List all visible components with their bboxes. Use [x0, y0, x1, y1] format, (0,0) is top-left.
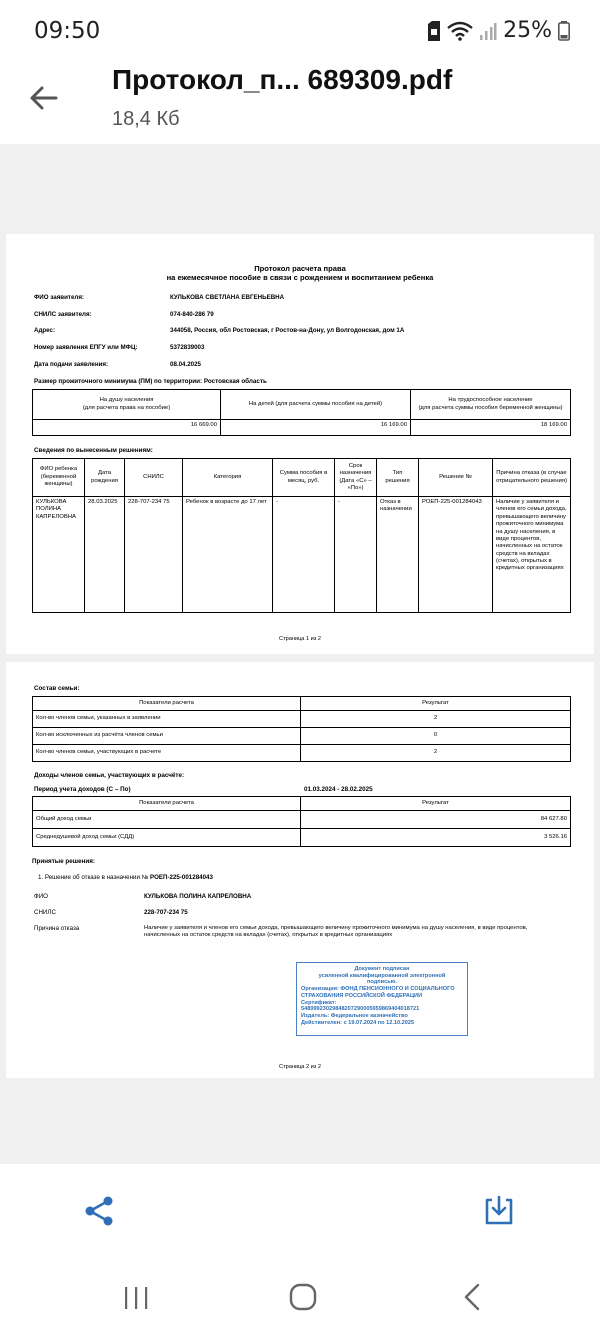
battery-percent: 25%: [503, 18, 552, 43]
decisions-header-5: Срок назначения (Дата «С» – «По»): [335, 459, 377, 497]
doc-title-line2: на ежемесячное пособие в связи с рождением и воспитанием ребенка: [166, 273, 434, 282]
applicant-snils-label: СНИЛС заявителя:: [34, 311, 92, 318]
signature-stamp: Документ подписан усиленной квалифицированной электронной подписью. Организация: ФОНД ПЕНСИОННОГО И СОЦИАЛЬНОГО СТРАХОВАНИЯ РОССИЙСКОЙ ФЕДЕРАЦИИ Сертификат: 5489992302984820729000595986940401872​1 Издатель: Федеральное казначейство Действителен: с 19.07.2024 по 12.10.2025: [296, 962, 468, 1036]
accepted-heading: Принятые решения:: [32, 858, 95, 865]
family-col2-header: Результат: [301, 697, 571, 711]
family-table: [32, 696, 571, 762]
accepted-reason: Наличие у заявителя и членов его семьи дохода, превышающего величину прожиточного минимума на душу населения, в виде процентов, начисленных на остаток средств на вкладах (счетах), открытых в кредитных организациях: [144, 925, 528, 939]
applicant-snils: 074-840-286 79: [170, 311, 214, 318]
application-number-label: Номер заявления ЕПГУ или МФЦ:: [34, 344, 138, 351]
family-row-value: 2: [301, 745, 571, 762]
status-bar: [0, 0, 600, 64]
status-time: 09:50: [34, 18, 101, 44]
arrow-left-icon: [26, 80, 62, 116]
decisions-header-7: Решение №: [419, 459, 493, 497]
pm-heading: Размер прожиточного минимума (ПМ) по территории: Ростовская область: [34, 378, 267, 385]
family-heading: Состав семьи:: [34, 685, 80, 692]
download-button[interactable]: [482, 1194, 516, 1228]
decisions-header-1: Дата рождения: [85, 459, 125, 497]
recent-apps-button[interactable]: [122, 1284, 150, 1312]
pm-col3-header: На трудоспособное население (для расчета суммы пособия беременной женщины): [411, 390, 571, 420]
table-row: [33, 811, 571, 829]
decision-amount: -: [273, 497, 335, 613]
family-row-label: Кол-во членов семьи, участвующих в расчете: [33, 745, 301, 762]
accepted-item-text: 1. Решение об отказе в назначении № РОЕП-225-001284043: [38, 874, 213, 881]
stamp-cert-label: Сертификат:: [301, 999, 337, 1006]
chevron-left-icon: [460, 1282, 484, 1312]
decisions-heading: Сведения по вынесенным решениям:: [34, 447, 153, 454]
pm-col2-header: На детей (для расчета суммы пособия на детей): [221, 390, 411, 420]
income-col2-header: Результат: [301, 797, 571, 811]
income-row-label: Общий доход семьи: [33, 811, 301, 829]
home-button[interactable]: [288, 1282, 318, 1312]
accepted-reason-label: Причина отказа: [34, 925, 80, 932]
decision-period: -: [335, 497, 377, 613]
page-number-2: Страница 2 из 2: [279, 1064, 321, 1070]
application-date: 08.04.2025: [170, 361, 201, 368]
status-icons: [427, 18, 570, 43]
recent-apps-icon: [122, 1284, 150, 1312]
decisions-header-4: Сумма пособия в месяц, руб.: [273, 459, 335, 497]
decision-type: Отказ в назначении: [377, 497, 419, 613]
back-button[interactable]: [26, 80, 62, 116]
stamp-valid: Действителен: с 19.07.2024 по 12.10.2025: [301, 1019, 415, 1026]
decision-number: РОЕП-225-001284043: [419, 497, 493, 613]
accepted-fio: КУЛЬКОВА ПОЛИНА КАПРЕЛОВНА: [144, 893, 252, 900]
family-row-label: Кол-во исключенных из расчёта членов семьи: [33, 728, 301, 745]
accepted-snils-label: СНИЛС: [34, 909, 56, 916]
decisions-header-3: Категория: [183, 459, 273, 497]
decisions-header-2: СНИЛС: [125, 459, 183, 497]
income-period: 01.03.2024 - 28.02.2025: [304, 786, 373, 793]
decision-snils: 228-707-234 75: [125, 497, 183, 613]
app-header: [0, 64, 600, 144]
income-period-label: Период учета доходов (С – По): [34, 786, 131, 793]
signal-icon: [479, 21, 497, 41]
pdf-page-2: [6, 662, 594, 1078]
accepted-snils: 228-707-234 75: [144, 909, 188, 916]
pdf-page-1: [6, 234, 594, 654]
decision-birth-date: 28.03.2025: [85, 497, 125, 613]
income-row-label: Среднедушевой доход семьи (СДД): [33, 829, 301, 847]
family-row-value: 0: [301, 728, 571, 745]
decision-reason: Наличие у заявителя и членов его семьи дохода, превышающего величину прожиточного минимума на душу населения, в виде процентов, начисленных на остаток средств на вкладах (счетах), открытых в кредитных организациях: [493, 497, 571, 613]
family-row-label: Кол-во членов семьи, указанных в заявлении: [33, 711, 301, 728]
bottom-action-bar: [0, 1164, 600, 1264]
decisions-table: [32, 458, 571, 613]
pdf-viewer[interactable]: [0, 144, 600, 1164]
accepted-item-number: РОЕП-225-001284043: [150, 874, 213, 881]
applicant-address: 344058, Россия, обл Ростовская, г Ростов-на-Дону, ул Волгодонская, дом 1А: [170, 327, 405, 334]
income-col1-header: Показатели расчета: [33, 797, 301, 811]
battery-icon: [558, 21, 570, 41]
pm-value-2: 16 169.00: [221, 420, 411, 436]
income-table: [32, 796, 571, 847]
download-icon: [482, 1194, 516, 1228]
system-nav-bar: [0, 1264, 600, 1332]
pm-table: [32, 389, 571, 436]
decisions-header-8: Причина отказа (в случае отрицательного решения): [493, 459, 571, 497]
applicant-fio-label: ФИО заявителя:: [34, 294, 84, 301]
applicant-fio: КУЛЬКОВА СВЕТЛАНА ЕВГЕНЬЕВНА: [170, 294, 285, 301]
family-col1-header: Показатели расчета: [33, 697, 301, 711]
table-row: [33, 497, 571, 613]
table-row: [33, 829, 571, 847]
table-row: [33, 728, 571, 745]
table-row: [33, 711, 571, 728]
application-date-label: Дата подачи заявления:: [34, 361, 109, 368]
application-number: 5372839003: [170, 344, 205, 351]
file-size: 18,4 Кб: [112, 108, 180, 130]
stamp-cert: 5489992302984820729000595986940401872​1: [301, 1006, 420, 1013]
sim-card-icon: [427, 21, 441, 41]
decisions-header-0: ФИО ребенка (беременной женщины): [33, 459, 85, 497]
page-number-1: Страница 1 из 2: [279, 636, 321, 642]
applicant-address-label: Адрес:: [34, 327, 56, 334]
decisions-header-6: Тип решения: [377, 459, 419, 497]
file-title: Протокол_п... 689309.pdf: [112, 64, 453, 95]
table-row: [33, 745, 571, 762]
pm-value-1: 16 669.00: [33, 420, 221, 436]
income-heading: Доходы членов семьи, участвующих в расчёте:: [34, 772, 185, 779]
share-icon: [82, 1194, 116, 1228]
stamp-issuer: Издатель: Федеральное казначейство: [301, 1012, 408, 1019]
pm-value-3: 18 169.00: [411, 420, 571, 436]
nav-back-button[interactable]: [460, 1282, 484, 1312]
pm-col1-header: На душу населения (для расчета права на пособие): [33, 390, 221, 420]
wifi-icon: [447, 21, 473, 41]
decision-category: Ребенок в возрасте до 17 лет: [183, 497, 273, 613]
share-button[interactable]: [82, 1194, 116, 1228]
decision-child-fio: КУЛЬКОВА ПОЛИНА КАПРЕЛОВНА: [33, 497, 85, 613]
family-row-value: 2: [301, 711, 571, 728]
income-row-value: 3 526.16: [301, 829, 571, 847]
accepted-fio-label: ФИО: [34, 893, 48, 900]
doc-title-line1: Протокол расчета права: [254, 264, 346, 273]
stamp-org: Организация: ФОНД ПЕНСИОННОГО И СОЦИАЛЬНОГО СТРАХОВАНИЯ РОССИЙСКОЙ ФЕДЕРАЦИИ: [301, 986, 455, 999]
income-row-value: 84 627.80: [301, 811, 571, 829]
home-icon: [288, 1282, 318, 1312]
